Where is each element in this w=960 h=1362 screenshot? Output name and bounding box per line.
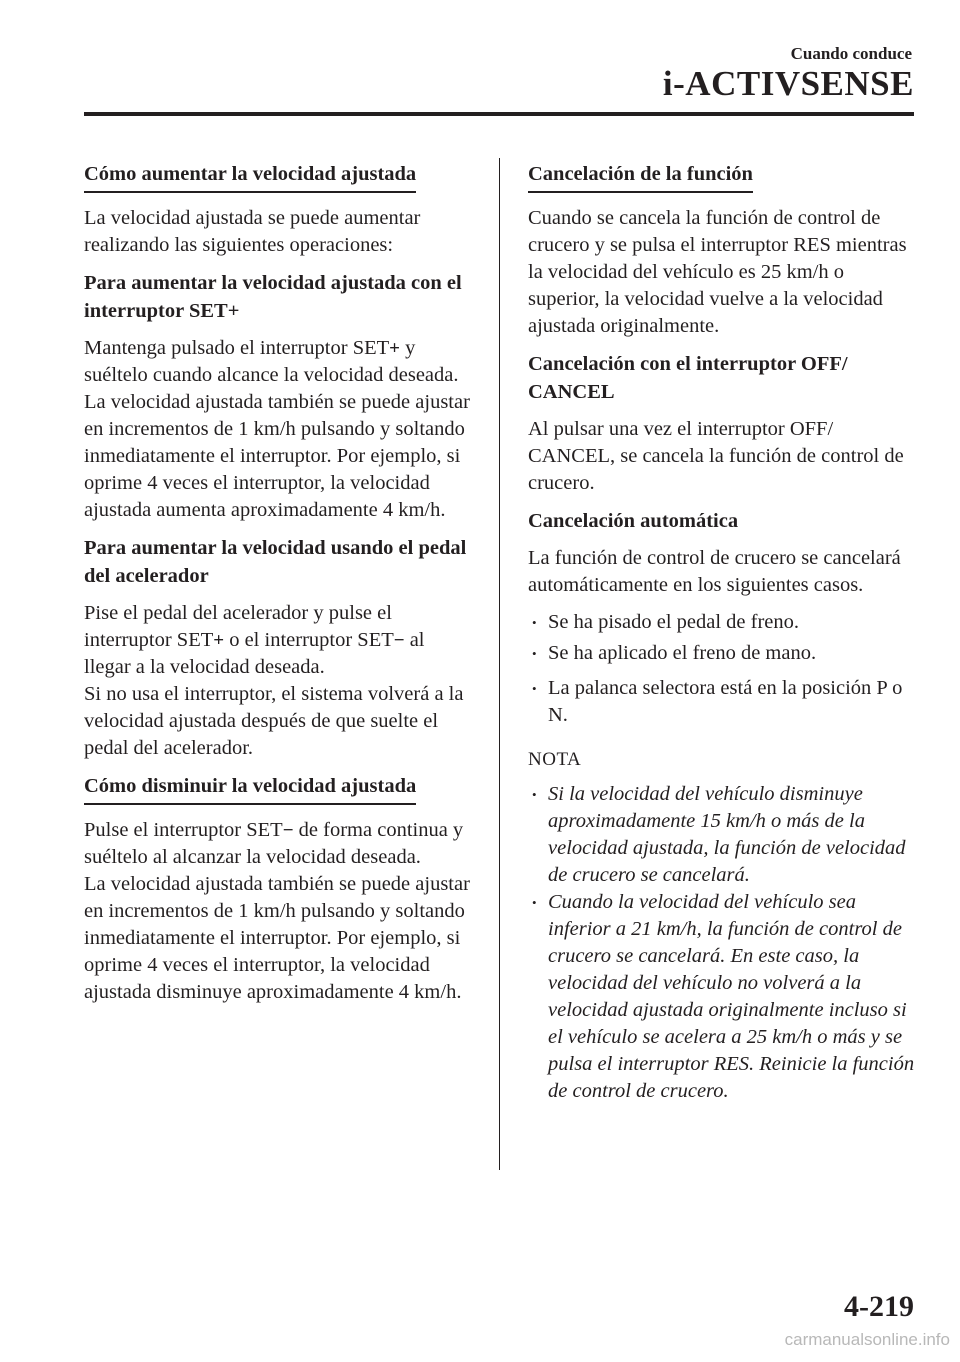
decrease-p1-end: de forma continua y suéltelo al alcanzar la velocidad deseada. (84, 819, 464, 868)
plus-icon: + (389, 338, 400, 359)
set-plus-paragraph-1 (84, 335, 476, 389)
plus-icon: + (227, 300, 240, 322)
chapter-title: i-ACTIVSENSE (662, 64, 914, 103)
pedal-heading: Para aumentar la velocidad usando el pedal del acelerador (84, 537, 467, 587)
set-plus-p1-end: y suéltelo cuando alcance la velocidad deseada. (84, 337, 459, 386)
list-item: • Se ha aplicado el freno de mano. (528, 640, 920, 667)
off-cancel-heading: Cancelación con el interruptor OFF/ CANCEL (528, 353, 848, 403)
minus-icon: − (282, 820, 294, 841)
set-plus-heading-text: Para aumentar la velocidad ajustada con el interruptor SET (84, 272, 462, 322)
minus-icon: − (393, 630, 405, 651)
left-column (84, 160, 476, 1016)
list-item: • Se ha pisado el pedal de freno. (528, 609, 920, 636)
pedal-p1-start: Pise el pedal del acelerador y pulse el interruptor SET (84, 602, 392, 651)
header-divider (84, 112, 914, 116)
off-cancel-paragraph: Al pulsar una vez el interruptor OFF/ CANCEL, se cancela la función de control de crucero. (528, 418, 904, 494)
decrease-p1-start: Pulse el interruptor SET (84, 819, 283, 841)
auto-cancel-heading: Cancelación automática (528, 510, 739, 532)
pedal-p1-middle: o el interruptor SET (224, 629, 394, 651)
decrease-speed-heading: Cómo disminuir la velocidad ajustada (84, 772, 416, 805)
set-plus-heading (84, 269, 476, 325)
increase-speed-heading: Cómo aumentar la velocidad ajustada (84, 160, 416, 193)
pedal-p1-end: al llegar a la velocidad deseada. (84, 629, 425, 678)
list-item: • La palanca selectora está en la posición P o N. (528, 675, 920, 729)
nota-label: NOTA (528, 749, 582, 770)
auto-cancel-list (528, 609, 920, 729)
decrease-paragraph-2: La velocidad ajustada también se puede ajustar en incrementos de 1 km/h pulsando y soltando inmediatamente el interruptor. Por ejemplo, si oprime 4 veces el interruptor, la velocidad ajustada disminuye aproximadamente 4 km/h. (84, 873, 470, 1003)
cancel-paragraph: Cuando se cancela la función de control de crucero y se pulsa el interruptor RES mientras la velocidad del vehículo es 25 km/h o superior, la velocidad vuelve a la velocidad ajustada originalmente. (528, 207, 907, 337)
list-item: • Si la velocidad del vehículo disminuye aproximadamente 15 km/h o más de la velocidad ajustada, la función de velocidad de crucero se cancelará. (528, 781, 920, 889)
increase-intro: La velocidad ajustada se puede aumentar realizando las siguientes operaciones: (84, 207, 421, 256)
auto-cancel-paragraph: La función de control de crucero se cancelará automáticamente en los siguientes casos. (528, 547, 901, 596)
nota-list (528, 781, 920, 1105)
column-divider (499, 158, 500, 1170)
plus-icon: + (213, 630, 225, 651)
set-plus-paragraph-2: La velocidad ajustada también se puede ajustar en incrementos de 1 km/h pulsando y soltando inmediatamente el interruptor. Por ejemplo, si oprime 4 veces el interruptor, la velocidad ajustada aumenta aproximadamente 4 km/h. (84, 391, 470, 521)
section-name: Cuando conduce (790, 44, 912, 63)
page-number: 4-219 (844, 1290, 914, 1323)
watermark-link[interactable]: carmanualsonline.info (784, 1330, 950, 1349)
decrease-paragraph-1 (84, 817, 476, 871)
cancel-heading: Cancelación de la función (528, 160, 753, 193)
right-column (528, 160, 920, 1121)
list-item: • Cuando la velocidad del vehículo sea inferior a 21 km/h, la función de control de crucero se cancelará. En este caso, la velocidad del vehículo no volverá a la velocidad ajustada originalmente incluso si el vehículo se acelera a 25 km/h o más y se pulsa el interruptor RES. Reinicie la función de control de crucero. (528, 889, 920, 1105)
set-plus-p1-start: Mantenga pulsado el interruptor SET (84, 337, 390, 359)
pedal-paragraph-2: Si no usa el interruptor, el sistema volverá a la velocidad ajustada después de que suelte el pedal del acelerador. (84, 683, 464, 759)
pedal-paragraph-1 (84, 600, 476, 681)
